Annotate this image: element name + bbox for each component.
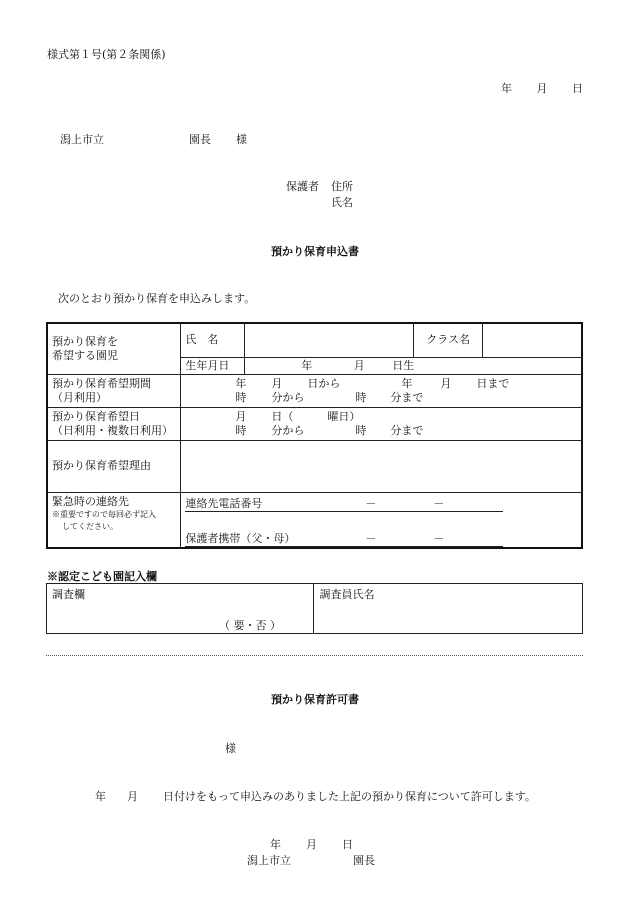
period-end-day: 日まで xyxy=(476,376,510,390)
permission-title: 預かり保育許可書 xyxy=(271,693,359,706)
emergency-label: 緊急時の連絡先 xyxy=(52,494,129,508)
permission-date-month: 月 xyxy=(306,838,317,851)
kodomoen-section-title: ※認定こども園記入欄 xyxy=(47,570,157,583)
permission-principal: 園長 xyxy=(353,854,375,867)
guardian-label: 保護者 xyxy=(286,180,319,193)
guardian-name-label: 氏名 xyxy=(331,196,353,209)
name-field[interactable] xyxy=(245,323,414,357)
birth-year: 年 xyxy=(301,358,313,372)
child-label-cell xyxy=(47,323,181,374)
birth-label: 生年月日 xyxy=(181,357,245,374)
day-month: 月 xyxy=(235,409,247,423)
form-number: 様式第１号(第２条関係) xyxy=(47,48,166,61)
period-start-minute: 分から xyxy=(271,390,305,404)
surveyor-cell[interactable] xyxy=(314,584,583,634)
day-end-minute: 分まで xyxy=(390,423,424,437)
reason-field[interactable] xyxy=(181,440,582,492)
surveyor-label: 調査員氏名 xyxy=(319,588,375,601)
period-label-cell xyxy=(47,374,181,407)
yes-no-choice[interactable]: （ 要・否 ） xyxy=(219,619,281,632)
addressee-sama: 様 xyxy=(236,133,247,146)
date-day: 日 xyxy=(572,82,583,95)
day-label-cell xyxy=(47,407,181,440)
period-start-hour: 時 xyxy=(235,390,247,404)
name-label: 氏 名 xyxy=(181,323,245,357)
permission-sentence-body: 日付けをもって申込みのありました上記の預かり保育について許可します。 xyxy=(163,790,536,803)
period-end-year: 年 xyxy=(401,376,413,390)
permission-date-day: 日 xyxy=(342,838,353,851)
contact-phone-dash-2: － xyxy=(433,496,445,510)
guardian-mobile-dash-2: － xyxy=(433,531,445,545)
guardian-mobile-line[interactable] xyxy=(185,530,503,547)
day-label-line1: 預かり保育希望日 xyxy=(52,409,140,423)
child-label-line1: 預かり保育を xyxy=(52,334,118,348)
survey-cell[interactable] xyxy=(47,584,314,634)
reason-label: 預かり保育希望理由 xyxy=(47,440,181,492)
day-label-line2: （日利用・複数日利用） xyxy=(52,423,173,437)
emergency-note-line1: ※重要ですので毎回必ず記入 xyxy=(52,509,156,519)
day-end-hour: 時 xyxy=(355,423,367,437)
permission-date-year: 年 xyxy=(270,838,281,851)
child-label-line2: 希望する園児 xyxy=(52,348,118,362)
intro-text: 次のとおり預かり保育を申込みします。 xyxy=(58,292,256,305)
day-start-hour: 時 xyxy=(235,423,247,437)
period-label-line1: 預かり保育希望期間 xyxy=(52,376,151,390)
contact-phone-dash-1: － xyxy=(365,496,377,510)
period-end-minute: 分まで xyxy=(390,390,424,404)
application-title: 預かり保育申込書 xyxy=(271,245,359,258)
birth-day: 日生 xyxy=(392,358,415,372)
application-table xyxy=(46,322,583,549)
permission-sentence-year: 年 xyxy=(95,790,106,803)
date-line xyxy=(501,80,583,96)
emergency-field[interactable] xyxy=(181,492,582,548)
addressee-city: 潟上市立 xyxy=(60,133,104,146)
emergency-note-line2: してください。 xyxy=(62,521,118,531)
period-start-year: 年 xyxy=(235,376,247,390)
period-start-day: 日から xyxy=(307,376,341,390)
guardian-mobile-dash-1: － xyxy=(365,531,377,545)
permission-city: 潟上市立 xyxy=(247,854,291,867)
emergency-label-cell xyxy=(47,492,181,548)
contact-phone-label: 連絡先電話番号 xyxy=(185,496,263,510)
contact-phone-line[interactable] xyxy=(185,495,503,512)
permission-sama: 様 xyxy=(225,742,236,755)
guardian-address-label: 住所 xyxy=(331,180,353,193)
survey-label: 調査欄 xyxy=(52,588,85,601)
period-label-line2: （月利用） xyxy=(52,390,107,404)
day-start-minute: 分から xyxy=(271,423,305,437)
period-end-month: 月 xyxy=(440,376,452,390)
day-weekday: 曜日） xyxy=(327,409,361,423)
date-month: 月 xyxy=(536,82,548,95)
guardian-mobile-label: 保護者携帯（父・母） xyxy=(185,531,296,545)
birth-field[interactable] xyxy=(245,357,582,374)
period-field[interactable] xyxy=(181,374,582,407)
permission-sentence-month: 月 xyxy=(127,790,138,803)
date-year: 年 xyxy=(501,82,512,95)
kodomoen-table xyxy=(46,583,583,634)
period-start-month: 月 xyxy=(271,376,283,390)
addressee-principal: 園長 xyxy=(189,133,211,146)
day-day: 日（ xyxy=(271,409,294,423)
cut-line xyxy=(46,655,583,656)
class-label: クラス名 xyxy=(414,323,483,357)
birth-month: 月 xyxy=(353,358,365,372)
period-end-hour: 時 xyxy=(355,390,367,404)
class-field[interactable] xyxy=(483,323,582,357)
day-field[interactable] xyxy=(181,407,582,440)
